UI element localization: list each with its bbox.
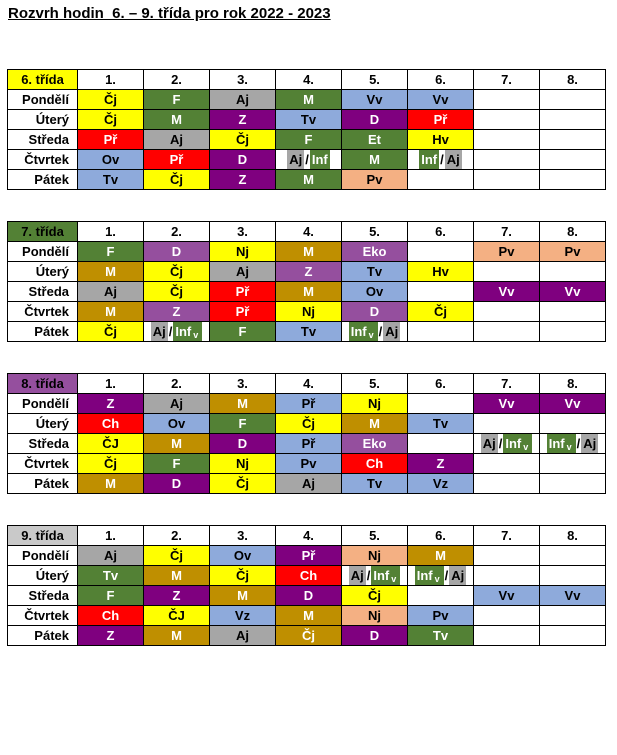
empty-cell: [540, 170, 606, 190]
empty-cell: [540, 322, 606, 342]
subject-cell: Pv: [276, 454, 342, 474]
subject-cell: D: [144, 242, 210, 262]
subject-cell: Vv: [474, 282, 540, 302]
empty-cell: [474, 150, 540, 170]
empty-cell: [540, 414, 606, 434]
subject-cell: Z: [210, 110, 276, 130]
subject-cell: Čj: [78, 322, 144, 342]
subject-cell: Pv: [342, 170, 408, 190]
split-separator: /: [440, 152, 444, 167]
subject-cell: Vv: [408, 90, 474, 110]
subject-cell: F: [276, 130, 342, 150]
subject-cell: Eko: [342, 434, 408, 454]
subject-part: Aj: [152, 324, 166, 339]
split-wrapper: [342, 322, 407, 341]
empty-cell: [474, 474, 540, 494]
empty-cell: [408, 170, 474, 190]
subject-cell: Et: [342, 130, 408, 150]
empty-cell: [408, 394, 474, 414]
subject-cell: Pv: [408, 606, 474, 626]
day-label: Středa: [8, 434, 78, 454]
subscript: v: [434, 574, 440, 584]
subscript: v: [523, 442, 529, 452]
subject-part: Inf v: [503, 434, 532, 453]
subject-cell: M: [276, 606, 342, 626]
subject-cell-split: [474, 434, 540, 454]
subject-cell: Vz: [408, 474, 474, 494]
day-label: Středa: [8, 282, 78, 302]
subscript: v: [391, 574, 397, 584]
split-separator: /: [168, 324, 173, 339]
subject-cell: Ch: [78, 606, 144, 626]
subject-cell: D: [276, 586, 342, 606]
subject-part: Aj: [451, 568, 465, 583]
subject-cell: ČJ: [78, 434, 144, 454]
hour-header: 8.: [540, 222, 606, 242]
subject-cell: Př: [276, 434, 342, 454]
subject-cell: Př: [78, 130, 144, 150]
subject-cell: D: [210, 150, 276, 170]
table-row: [8, 474, 606, 494]
split-wrapper: [540, 434, 605, 453]
table-row: [8, 130, 606, 150]
empty-cell: [408, 434, 474, 454]
table-row: [8, 606, 606, 626]
subject-cell: Nj: [342, 394, 408, 414]
subject-cell: Z: [276, 262, 342, 282]
subject-cell: Nj: [342, 606, 408, 626]
subscript: v: [193, 330, 199, 340]
hour-header: 3.: [210, 222, 276, 242]
empty-cell: [474, 322, 540, 342]
table-row: [8, 546, 606, 566]
subject-cell: M: [276, 282, 342, 302]
subject-cell: Vv: [474, 586, 540, 606]
subject-cell: Pv: [474, 242, 540, 262]
subject-cell: Tv: [276, 322, 342, 342]
subject-cell: Aj: [144, 130, 210, 150]
subject-cell: Čj: [78, 90, 144, 110]
hour-header: 5.: [342, 526, 408, 546]
subject-cell: M: [144, 434, 210, 454]
split-wrapper: [408, 566, 473, 585]
empty-cell: [540, 566, 606, 586]
empty-cell: [474, 130, 540, 150]
subject-cell: Tv: [342, 474, 408, 494]
split-wrapper: [342, 566, 407, 585]
subject-cell: Př: [144, 150, 210, 170]
empty-cell: [474, 626, 540, 646]
hour-header: 2.: [144, 374, 210, 394]
empty-cell: [474, 262, 540, 282]
subject-cell: M: [78, 474, 144, 494]
timetable-grade-7: [7, 221, 606, 342]
hour-header: 4.: [276, 222, 342, 242]
subject-cell: M: [144, 110, 210, 130]
day-label: Pondělí: [8, 546, 78, 566]
split-wrapper: [276, 150, 341, 169]
table-row: [8, 170, 606, 190]
table-row: [8, 110, 606, 130]
subject-part: Inf v: [349, 322, 378, 341]
subject-cell: Ch: [276, 566, 342, 586]
subject-cell-split: [144, 322, 210, 342]
subject-cell-split: [342, 566, 408, 586]
hour-header: 6.: [408, 374, 474, 394]
subject-cell: Tv: [408, 626, 474, 646]
subject-cell: Aj: [144, 394, 210, 414]
subject-part: Aj: [583, 436, 597, 451]
subject-cell: Z: [144, 586, 210, 606]
day-label: Středa: [8, 586, 78, 606]
empty-cell: [474, 454, 540, 474]
header-row: [8, 526, 606, 546]
subject-cell: M: [78, 262, 144, 282]
empty-cell: [540, 150, 606, 170]
subject-cell: M: [408, 546, 474, 566]
empty-cell: [474, 90, 540, 110]
subject-part: Inf: [311, 152, 328, 167]
subject-cell: ČJ: [144, 606, 210, 626]
table-row: [8, 454, 606, 474]
table-row: [8, 586, 606, 606]
empty-cell: [408, 242, 474, 262]
hour-header: 2.: [144, 222, 210, 242]
subject-cell: Ch: [342, 454, 408, 474]
subject-cell: Vv: [474, 394, 540, 414]
empty-cell: [474, 546, 540, 566]
empty-cell: [474, 414, 540, 434]
hour-header: 6.: [408, 526, 474, 546]
hour-header: 7.: [474, 374, 540, 394]
subject-cell: Aj: [78, 546, 144, 566]
subject-cell: M: [210, 586, 276, 606]
subject-cell: Čj: [210, 130, 276, 150]
table-row: [8, 626, 606, 646]
subject-cell: Ov: [78, 150, 144, 170]
table-row: [8, 242, 606, 262]
subject-cell: Čj: [210, 474, 276, 494]
subject-cell: Př: [276, 394, 342, 414]
page-title: Rozvrh hodin 6. – 9. třída pro rok 2022 - 2023: [8, 5, 331, 22]
subject-cell: D: [342, 110, 408, 130]
subject-cell: Vv: [342, 90, 408, 110]
subject-cell: Př: [210, 302, 276, 322]
subject-cell: M: [210, 394, 276, 414]
subject-cell: Hv: [408, 130, 474, 150]
grade-label: 6. třída: [8, 70, 78, 90]
table-row: [8, 394, 606, 414]
hour-header: 8.: [540, 70, 606, 90]
subject-cell: D: [342, 302, 408, 322]
grade-label: 7. třída: [8, 222, 78, 242]
subject-part: Inf v: [415, 566, 444, 585]
subject-part: Aj: [446, 152, 460, 167]
day-label: Středa: [8, 130, 78, 150]
subject-part: Aj: [385, 324, 399, 339]
subject-cell: D: [342, 626, 408, 646]
subject-cell: Vz: [210, 606, 276, 626]
subject-cell: Z: [210, 170, 276, 190]
hour-header: 2.: [144, 70, 210, 90]
empty-cell: [540, 130, 606, 150]
subject-cell: Čj: [408, 302, 474, 322]
subject-cell: Čj: [144, 546, 210, 566]
subject-cell: Ov: [144, 414, 210, 434]
subject-cell: F: [144, 90, 210, 110]
hour-header: 7.: [474, 70, 540, 90]
subject-cell: M: [342, 414, 408, 434]
grade-label: 8. třída: [8, 374, 78, 394]
split-separator: /: [305, 152, 309, 167]
hour-header: 7.: [474, 222, 540, 242]
split-separator: /: [498, 436, 503, 451]
empty-cell: [474, 170, 540, 190]
subject-cell: M: [276, 242, 342, 262]
subscript: v: [368, 330, 374, 340]
subject-cell: M: [78, 302, 144, 322]
table-row: [8, 414, 606, 434]
table-row: [8, 322, 606, 342]
hour-header: 2.: [144, 526, 210, 546]
header-row: [8, 70, 606, 90]
subject-cell: Tv: [276, 110, 342, 130]
subject-cell: Př: [210, 282, 276, 302]
subject-cell: Čj: [144, 282, 210, 302]
split-separator: /: [378, 324, 383, 339]
timetable-grade-8: [7, 373, 606, 494]
subject-cell: Z: [408, 454, 474, 474]
subject-part: Inf v: [173, 322, 202, 341]
hour-header: 7.: [474, 526, 540, 546]
hour-header: 1.: [78, 526, 144, 546]
subject-cell: F: [144, 454, 210, 474]
empty-cell: [474, 302, 540, 322]
empty-cell: [540, 626, 606, 646]
hour-header: 4.: [276, 374, 342, 394]
empty-cell: [474, 110, 540, 130]
empty-cell: [408, 282, 474, 302]
timetable-grade-6: [7, 69, 606, 190]
subject-cell: D: [210, 434, 276, 454]
subject-cell: Hv: [408, 262, 474, 282]
hour-header: 1.: [78, 70, 144, 90]
split-wrapper: [144, 322, 209, 341]
subject-cell: Čj: [276, 626, 342, 646]
hour-header: 4.: [276, 70, 342, 90]
hour-header: 4.: [276, 526, 342, 546]
subject-cell: Pv: [540, 242, 606, 262]
hour-header: 8.: [540, 374, 606, 394]
empty-cell: [474, 566, 540, 586]
subject-part: Inf v: [547, 434, 576, 453]
empty-cell: [540, 90, 606, 110]
subject-cell: Ov: [210, 546, 276, 566]
table-row: [8, 262, 606, 282]
subject-cell: Nj: [210, 242, 276, 262]
table-row: [8, 282, 606, 302]
empty-cell: [540, 262, 606, 282]
day-label: Úterý: [8, 414, 78, 434]
subject-cell: M: [276, 170, 342, 190]
header-row: [8, 374, 606, 394]
table-row: [8, 434, 606, 454]
grade-label: 9. třída: [8, 526, 78, 546]
split-separator: /: [576, 436, 581, 451]
subject-cell: Vv: [540, 282, 606, 302]
hour-header: 6.: [408, 70, 474, 90]
empty-cell: [474, 606, 540, 626]
empty-cell: [408, 322, 474, 342]
subject-cell: Tv: [78, 566, 144, 586]
header-row: [8, 222, 606, 242]
hour-header: 1.: [78, 222, 144, 242]
subject-cell: Čj: [144, 170, 210, 190]
subject-cell: F: [210, 322, 276, 342]
hour-header: 5.: [342, 222, 408, 242]
subject-cell: Aj: [276, 474, 342, 494]
subject-part: Aj: [482, 436, 496, 451]
day-label: Čtvrtek: [8, 606, 78, 626]
subject-cell: Ch: [78, 414, 144, 434]
subject-cell: Vv: [540, 586, 606, 606]
day-label: Úterý: [8, 566, 78, 586]
subject-cell: Nj: [276, 302, 342, 322]
subject-cell: Vv: [540, 394, 606, 414]
day-label: Pátek: [8, 626, 78, 646]
subject-cell: M: [342, 150, 408, 170]
subject-part: Inf v: [371, 566, 400, 585]
subject-cell-split: [276, 150, 342, 170]
hour-header: 3.: [210, 70, 276, 90]
empty-cell: [540, 606, 606, 626]
subject-cell: Čj: [210, 566, 276, 586]
hour-header: 6.: [408, 222, 474, 242]
subject-cell: Tv: [342, 262, 408, 282]
subject-cell: Př: [408, 110, 474, 130]
subject-cell: Čj: [144, 262, 210, 282]
subscript: v: [566, 442, 572, 452]
subject-cell: Eko: [342, 242, 408, 262]
subject-cell: M: [144, 626, 210, 646]
split-separator: /: [366, 568, 371, 583]
subject-part: Inf: [421, 152, 438, 167]
subject-cell: D: [144, 474, 210, 494]
subject-cell: Z: [78, 626, 144, 646]
table-row: [8, 566, 606, 586]
subject-cell: Ov: [342, 282, 408, 302]
hour-header: 3.: [210, 374, 276, 394]
subject-cell: M: [144, 566, 210, 586]
subject-cell: Aj: [210, 626, 276, 646]
subject-cell-split: [408, 150, 474, 170]
empty-cell: [540, 474, 606, 494]
subject-cell: Čj: [276, 414, 342, 434]
day-label: Úterý: [8, 110, 78, 130]
table-row: [8, 302, 606, 322]
day-label: Čtvrtek: [8, 454, 78, 474]
subject-cell: Aj: [210, 90, 276, 110]
subject-cell: Čj: [78, 110, 144, 130]
hour-header: 5.: [342, 70, 408, 90]
subject-cell: Př: [276, 546, 342, 566]
subject-cell: Nj: [342, 546, 408, 566]
day-label: Úterý: [8, 262, 78, 282]
subject-cell: Nj: [210, 454, 276, 474]
empty-cell: [540, 110, 606, 130]
day-label: Pondělí: [8, 90, 78, 110]
day-label: Pondělí: [8, 394, 78, 414]
subject-cell-split: [408, 566, 474, 586]
day-label: Čtvrtek: [8, 302, 78, 322]
table-row: [8, 90, 606, 110]
hour-header: 5.: [342, 374, 408, 394]
hour-header: 8.: [540, 526, 606, 546]
subject-cell: F: [210, 414, 276, 434]
subject-cell: Z: [144, 302, 210, 322]
subject-cell: M: [276, 90, 342, 110]
table-row: [8, 150, 606, 170]
split-wrapper: [408, 150, 473, 169]
day-label: Čtvrtek: [8, 150, 78, 170]
subject-cell: F: [78, 242, 144, 262]
subject-cell: Tv: [408, 414, 474, 434]
split-separator: /: [444, 568, 449, 583]
subject-cell-split: [540, 434, 606, 454]
timetable-grade-9: [7, 525, 606, 646]
subject-cell: Z: [78, 394, 144, 414]
subject-cell: Čj: [342, 586, 408, 606]
empty-cell: [540, 546, 606, 566]
subject-cell: F: [78, 586, 144, 606]
empty-cell: [540, 302, 606, 322]
empty-cell: [408, 586, 474, 606]
day-label: Pondělí: [8, 242, 78, 262]
day-label: Pátek: [8, 474, 78, 494]
day-label: Pátek: [8, 322, 78, 342]
subject-cell: Tv: [78, 170, 144, 190]
empty-cell: [540, 454, 606, 474]
day-label: Pátek: [8, 170, 78, 190]
subject-part: Aj: [350, 568, 364, 583]
subject-cell: Čj: [78, 454, 144, 474]
split-wrapper: [474, 434, 539, 453]
hour-header: 3.: [210, 526, 276, 546]
hour-header: 1.: [78, 374, 144, 394]
subject-cell: Aj: [78, 282, 144, 302]
subject-cell: Aj: [210, 262, 276, 282]
subject-part: Aj: [289, 152, 303, 167]
subject-cell-split: [342, 322, 408, 342]
